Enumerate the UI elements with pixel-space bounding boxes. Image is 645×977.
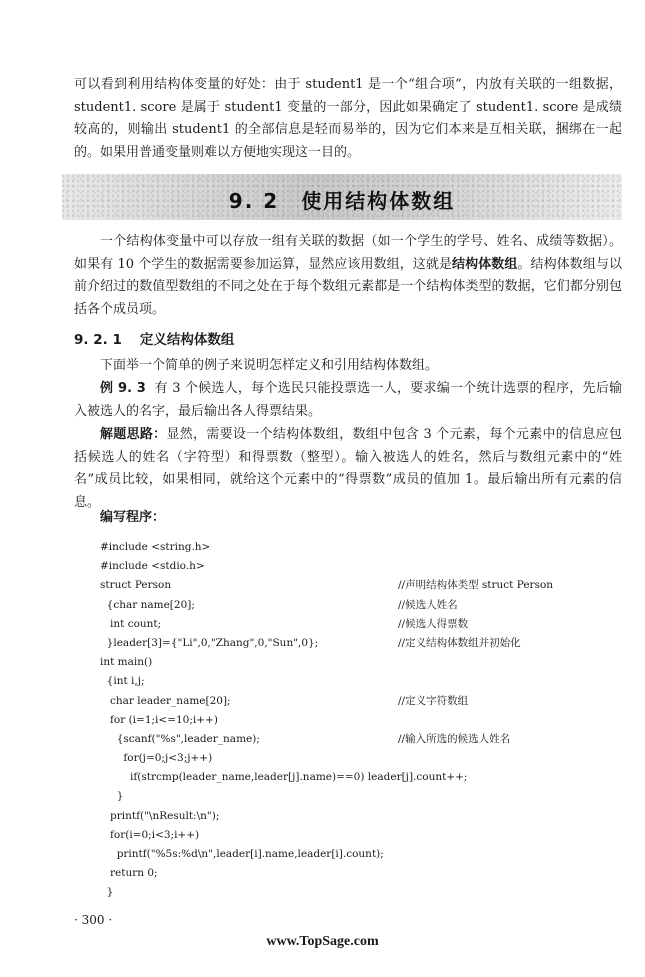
code-line [100, 538, 600, 557]
code-line [100, 634, 600, 653]
code-line [100, 768, 600, 787]
section-title: 使用结构体数组 [301, 189, 456, 213]
code-line [100, 692, 600, 711]
example-text: 有 3 个候选人，每个选民只能投票选一人，要求编一个统计选票的程序，先后输入被选人的名字，最后输出各人得票结果。 [74, 381, 622, 419]
code-block [100, 538, 600, 903]
code-line [100, 557, 600, 576]
solution-paragraph [74, 424, 622, 514]
code-text: printf("%5s:%d\n",leader[i].name,leader[i].count); [100, 848, 384, 860]
code-text: for (i=1;i<=10;i++) [100, 713, 218, 726]
section-paragraph-text-before: 一个结构体变量中可以存放一组有关联的数据（如一个学生的学号、姓名、成绩等数据）。如果有 10 个学生的数据需要参加运算，显然应该用数组，这就是 [74, 234, 622, 272]
code-comment: //候选人姓名 [398, 598, 458, 611]
code-line [100, 845, 600, 864]
subsection-heading [74, 328, 234, 348]
code-line [100, 864, 600, 883]
code-text: } [100, 790, 124, 803]
code-text: printf("\nResult:\n"); [100, 809, 220, 822]
section-banner [62, 174, 622, 220]
program-label: 编写程序： [100, 510, 166, 525]
code-text: for(j=0;j<3;j++) [100, 752, 213, 765]
code-comment: //输入所选的候选人姓名 [398, 732, 511, 745]
solution-text: 显然，需要设一个结构体数组，数组中包含 3 个元素，每个元素中的信息应包括候选人的姓名（字符型）和得票数（整型）。输入被选人的姓名，然后与数组元素中的“姓名”成员比较，如果相同，就给这个元素中的“得票数”成员的值加 1。最后输出所有元素的信息。 [74, 427, 622, 510]
subsection-title: 定义结构体数组 [139, 332, 235, 348]
code-line [100, 730, 600, 749]
code-line [100, 711, 600, 730]
section-number: 9. 2 [228, 189, 280, 213]
code-line [100, 826, 600, 845]
code-line [100, 653, 600, 672]
code-line [100, 883, 600, 902]
subsection-intro: 下面举一个简单的例子来说明怎样定义和引用结构体数组。 [100, 358, 439, 373]
code-line [100, 807, 600, 826]
code-line [100, 596, 600, 615]
code-text: {char name[20]; [100, 598, 195, 611]
code-text: {int i,j; [100, 675, 145, 688]
code-line [100, 749, 600, 768]
bold-term: 结构体数组 [452, 256, 518, 272]
section-paragraph [74, 231, 622, 321]
code-text: if(strcmp(leader_name,leader[j].name)==0) leader[j].count++; [100, 771, 468, 784]
code-text: for(i=0;i<3;i++) [100, 828, 200, 841]
example-label: 例 9. 3 [100, 381, 146, 396]
section-paragraph-text-after: 。结构体数组与以前介绍过的数值型数组的不同之处在于每个数组元素都是一个结构体类型的数据，它们都分别包括各个成员项。 [74, 256, 622, 317]
code-comment: //候选人得票数 [398, 617, 469, 630]
code-line [100, 615, 600, 634]
code-comment: //定义字符数组 [398, 694, 469, 707]
footer-url: www.TopSage.com [266, 934, 379, 949]
code-text: }leader[3]={"Li",0,"Zhang",0,"Sun",0}; [100, 636, 319, 649]
section-heading [62, 185, 622, 214]
code-text: #include <stdio.h> [100, 560, 205, 573]
intro-paragraph: 可以看到利用结构体变量的好处：由于 student1 是一个“组合项”，内放有关联的一组数据，student1. score 是属于 student1 变量的一部分，因此如果确定了 student1. score 是成绩较高的，则输出 student1 的全部信息是轻而易举的，因为它们本来是互相关联，捆绑在一起的。如果用普通变量则难以方便地实现这一目的。 [74, 77, 622, 160]
code-line [100, 672, 600, 691]
code-text: } [100, 886, 114, 899]
code-line [100, 576, 600, 595]
code-text: char leader_name[20]; [100, 694, 231, 707]
code-text: #include <string.h> [100, 541, 211, 553]
code-line [100, 787, 600, 806]
example-paragraph [74, 378, 622, 423]
code-text: int main() [100, 656, 153, 669]
page-number: · 300 · [74, 913, 113, 927]
code-text: {scanf("%s",leader_name); [100, 732, 260, 745]
code-comment: //定义结构体数组并初始化 [398, 636, 521, 649]
code-text: return 0; [100, 867, 158, 880]
code-text: struct Person [100, 579, 172, 592]
code-text: int count; [100, 617, 162, 630]
code-comment: //声明结构体类型 struct Person [398, 579, 554, 592]
subsection-number: 9. 2. 1 [74, 332, 122, 348]
solution-label: 解题思路： [100, 427, 167, 442]
